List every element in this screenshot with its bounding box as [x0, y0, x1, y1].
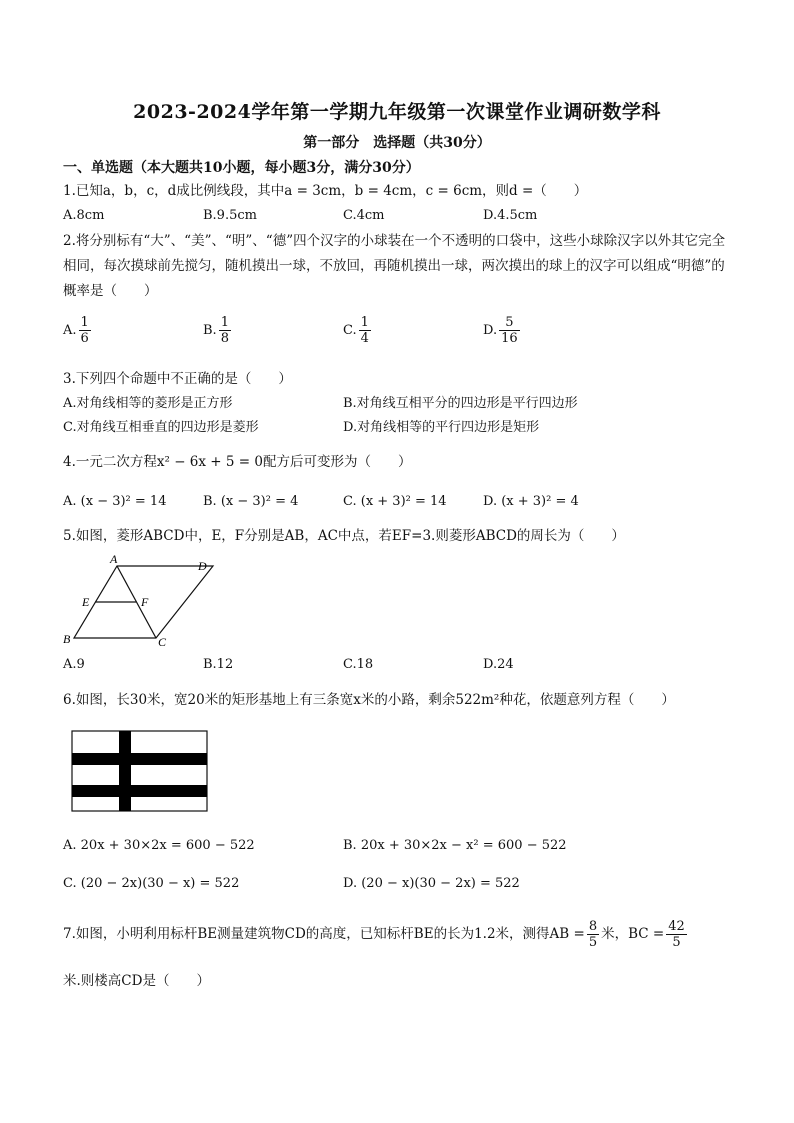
question-4-option-c: C. (x + 3)² = 14: [343, 494, 447, 509]
fraction-denominator: 6: [80, 331, 89, 346]
question-1-option-a: A.8cm: [63, 208, 105, 223]
fraction-denominator: 5: [588, 935, 598, 950]
question-6-stem: 6.如图，长30米，宽20米的矩形基地上有三条宽x米的小路，剩余522m²种花，依题意列方程（ ）: [63, 692, 675, 708]
fraction-denominator: 4: [360, 331, 369, 346]
option-label: A.: [63, 323, 77, 338]
fraction-numerator: 1: [360, 315, 369, 330]
page-title: 2023-2024学年第一学期九年级第一次课堂作业调研数学科: [133, 101, 661, 123]
fraction-numerator: 42: [668, 919, 685, 934]
question-2-option-d: [483, 315, 522, 346]
question-5-option-c: C.18: [343, 657, 374, 672]
question-5-option-b: B.12: [203, 657, 234, 672]
question-6-option-b: B. 20x + 30×2x − x² = 600 − 522: [343, 838, 567, 853]
question-3-stem: 3.下列四个命题中不正确的是（ ）: [63, 371, 292, 387]
fraction-denominator: 8: [220, 331, 229, 346]
section-heading: 一、单选题（本大题共10小题，每小题3分，满分30分）: [63, 160, 420, 176]
question-2-option-c: [343, 315, 373, 346]
label-b: B: [63, 632, 71, 646]
question-6-option-c: C. (20 − 2x)(30 − x) = 522: [63, 876, 240, 891]
question-1-option-d: D.4.5cm: [483, 208, 538, 223]
question-3-option-b: B.对角线互相平分的四边形是平行四边形: [343, 396, 578, 411]
label-e: E: [82, 595, 90, 609]
rhombus-figure: [60, 550, 230, 650]
part-heading: 第一部分 选择题（共30分）: [303, 135, 491, 151]
label-f: F: [141, 595, 149, 609]
question-1-option-c: C.4cm: [343, 208, 385, 223]
horizontal-path-2: [72, 785, 207, 797]
fraction-numerator: 8: [588, 919, 598, 934]
question-3-option-a: A.对角线相等的菱形是正方形: [63, 396, 233, 411]
rectangle-paths-figure: [70, 729, 210, 815]
option-label: C.: [343, 323, 357, 338]
field-rectangle: [72, 731, 207, 811]
question-1-stem: 1.已知a，b，c，d成比例线段，其中a = 3cm，b = 4cm，c = 6cm，则d =（ ）: [63, 183, 588, 199]
question-2-stem: 2.将分别标有“大”、“美”、“明”、“德”四个汉字的小球装在一个不透明的口袋中，这些小球除汉字以外其它完全相同，每次摸球前先搅匀，随机摸出一球，不放回，再随机摸出一球，两次摸出的球上的汉字可以组成“明德”的概率是（ ）: [63, 233, 726, 299]
fraction-denominator: 5: [672, 935, 681, 950]
question-6-option-a: A. 20x + 30×2x = 600 − 522: [63, 838, 255, 853]
question-5-option-d: D.24: [483, 657, 514, 672]
question-5-option-a: A.9: [63, 657, 85, 672]
question-2-option-b: [203, 315, 233, 346]
question-6-option-d: D. (20 − x)(30 − 2x) = 522: [343, 876, 520, 891]
question-7-text-1: 7.如图，小明利用标杆BE测量建筑物CD的高度，已知标杆BE的长为1.2米，测得AB =: [63, 926, 585, 942]
question-5-stem: 5.如图，菱形ABCD中，E，F分别是AB，AC中点，若EF=3.则菱形ABCD的周长为（ ）: [63, 528, 625, 544]
question-7-stem-continued: 米.则楼高CD是（ ）: [63, 973, 210, 989]
option-label: B.: [203, 323, 217, 338]
question-4-option-d: D. (x + 3)² = 4: [483, 494, 579, 509]
question-7-stem: [63, 919, 689, 950]
fraction-numerator: 5: [499, 315, 520, 331]
question-4-stem: 4.一元二次方程x² − 6x + 5 = 0配方后可变形为（ ）: [63, 454, 412, 470]
label-d: D: [198, 559, 207, 573]
question-7-text-2: 米，BC =: [601, 926, 665, 942]
question-4-option-a: A. (x − 3)² = 14: [63, 494, 167, 509]
fraction-numerator: 1: [80, 315, 89, 330]
fraction-numerator: 1: [220, 315, 229, 330]
vertical-path: [119, 731, 131, 811]
question-3-option-d: D.对角线相等的平行四边形是矩形: [343, 420, 540, 435]
label-c: C: [158, 635, 167, 649]
question-4-option-b: B. (x − 3)² = 4: [203, 494, 299, 509]
option-label: D.: [483, 323, 498, 338]
question-2-option-a: [63, 315, 93, 346]
fraction-denominator: 16: [501, 331, 518, 346]
question-3-option-c: C.对角线互相垂直的四边形是菱形: [63, 420, 259, 435]
horizontal-path-1: [72, 753, 207, 765]
question-1-option-b: B.9.5cm: [203, 208, 257, 223]
label-a: A: [110, 552, 118, 566]
